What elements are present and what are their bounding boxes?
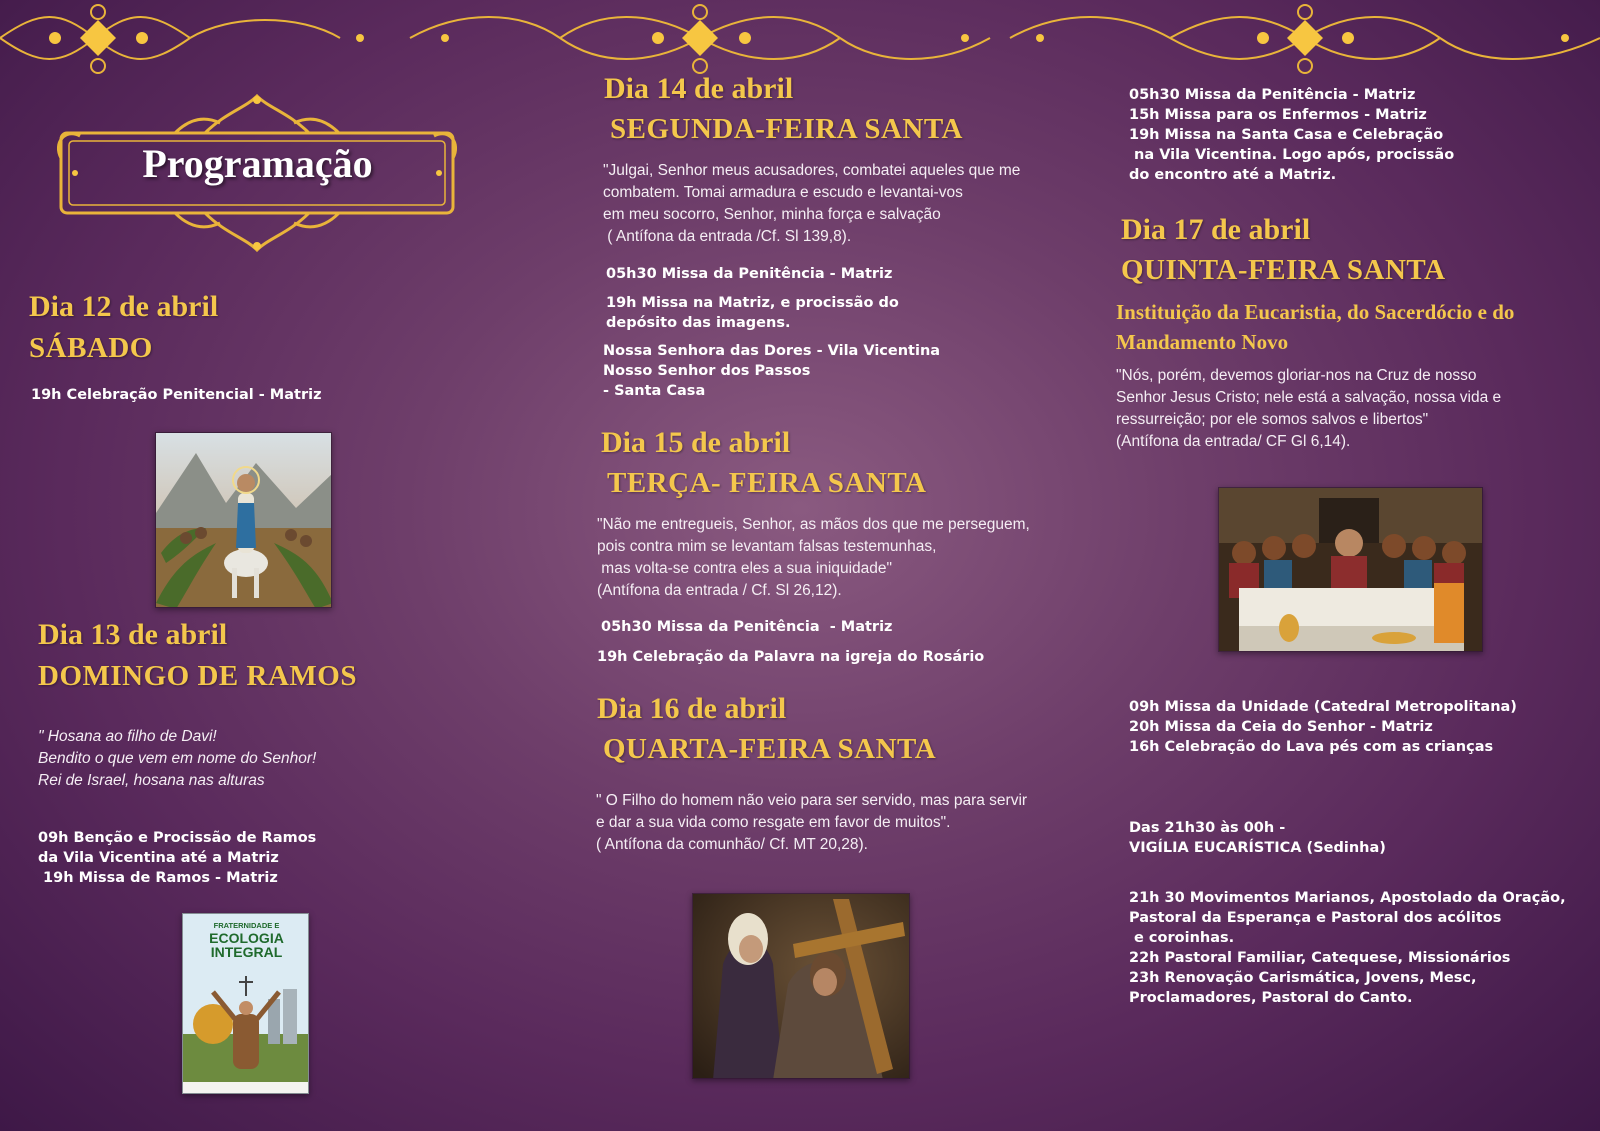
page-title: Programação (142, 141, 373, 186)
day-16-title: Dia 16 de abril (597, 692, 787, 725)
day-15-title: Dia 15 de abril (601, 426, 791, 459)
day-15-quote: "Não me entregueis, Senhor, as mãos dos que me perseguem, pois contra mim se levantam falsas testemunhas, mas volta-se contra eles a sua iniquidade" (Antífona da entrada / Cf. Sl 26,12). (597, 516, 1030, 599)
day-17-title: Dia 17 de abril (1121, 213, 1311, 246)
day-12-subtitle: SÁBADO (29, 332, 153, 364)
day-15-subtitle: TERÇA- FEIRA SANTA (607, 467, 927, 499)
day-15-schedule-1: 05h30 Missa da Penitência - Matriz (601, 619, 893, 635)
vigil-schedule: 21h 30 Movimentos Marianos, Apostolado da Oração, Pastoral da Esperança e Pastoral dos acólitos e coroinhas. 22h Pastoral Familiar, Catequese, Missionários 23h Renovação Carismática, Jovens, Mesc, Proclamadores, Pastoral do Canto. (1129, 890, 1566, 1006)
day-14-schedule-3: Nossa Senhora das Dores - Vila Vicentina Nosso Senhor dos Passos - Santa Casa (603, 343, 941, 399)
top-ornament (0, 0, 1600, 80)
palm-sunday-image (155, 432, 332, 608)
day-14-schedule-1: 05h30 Missa da Penitência - Matriz (606, 266, 893, 282)
day-13-quote: " Hosana ao filho de Davi! Bendito o que vem em nome do Senhor! Rei de Israel, hosana nas alturas (38, 728, 317, 789)
day-12-schedule: 19h Celebração Penitencial - Matriz (31, 387, 322, 403)
cover-line-2: ECOLOGIA (209, 930, 284, 946)
campaign-cover-image (182, 913, 309, 1094)
last-supper-image (1218, 487, 1483, 652)
carrying-cross-image (692, 893, 910, 1079)
cover-line-3: INTEGRAL (210, 944, 283, 960)
day-12-title: Dia 12 de abril (29, 290, 219, 323)
day-16-quote: " O Filho do homem não veio para ser servido, mas para servir e dar a sua vida como resgate em favor de muitos". ( Antífona da comunhão/ Cf. MT 20,28). (596, 792, 1028, 853)
cover-line-1: FRATERNIDADE E (213, 921, 280, 930)
day-13-subtitle: DOMINGO DE RAMOS (38, 660, 357, 692)
day-16-subtitle: QUARTA-FEIRA SANTA (603, 733, 937, 765)
day-13-schedule: 09h Benção e Procissão de Ramos da Vila Vicentina até a Matriz 19h Missa de Ramos - Matriz (38, 830, 317, 886)
day-16-schedule: 05h30 Missa da Penitência - Matriz 15h Missa para os Enfermos - Matriz 19h Missa na Santa Casa e Celebração na Vila Vicentina. Logo após, procissão do encontro até a Matriz. (1129, 87, 1455, 183)
day-14-quote: "Julgai, Senhor meus acusadores, combatei aqueles que me combatem. Tomai armadura e escudo e levantai-vos em meu socorro, Senhor, minha força e salvação ( Antífona da entrada /Cf. Sl 139,8). (603, 162, 1021, 245)
day-17-schedule: 09h Missa da Unidade (Catedral Metropolitana) 20h Missa da Ceia do Senhor - Matriz 16h Celebração do Lava pés com as crianças (1129, 699, 1517, 755)
day-14-title: Dia 14 de abril (604, 72, 794, 105)
day-17-institution: Instituição da Eucaristia, do Sacerdócio e do Mandamento Novo (1116, 300, 1515, 354)
day-13-title: Dia 13 de abril (38, 618, 228, 651)
day-15-schedule-2: 19h Celebração da Palavra na igreja do Rosário (597, 649, 985, 665)
day-14-schedule-2: 19h Missa na Matriz, e procissão do depósito das imagens. (606, 295, 899, 331)
vigil-title: Das 21h30 às 00h - VIGÍLIA EUCARÍSTICA (Sedinha) (1129, 820, 1386, 856)
day-14-subtitle: SEGUNDA-FEIRA SANTA (610, 113, 963, 145)
day-17-quote: "Nós, porém, devemos gloriar-nos na Cruz de nosso Senhor Jesus Cristo; nele está a salvação, nossa vida e ressurreição; por ele somos salvos e libertos" (Antífona da entrada/ CF Gl 6,14). (1116, 367, 1502, 450)
day-17-subtitle: QUINTA-FEIRA SANTA (1121, 254, 1446, 286)
